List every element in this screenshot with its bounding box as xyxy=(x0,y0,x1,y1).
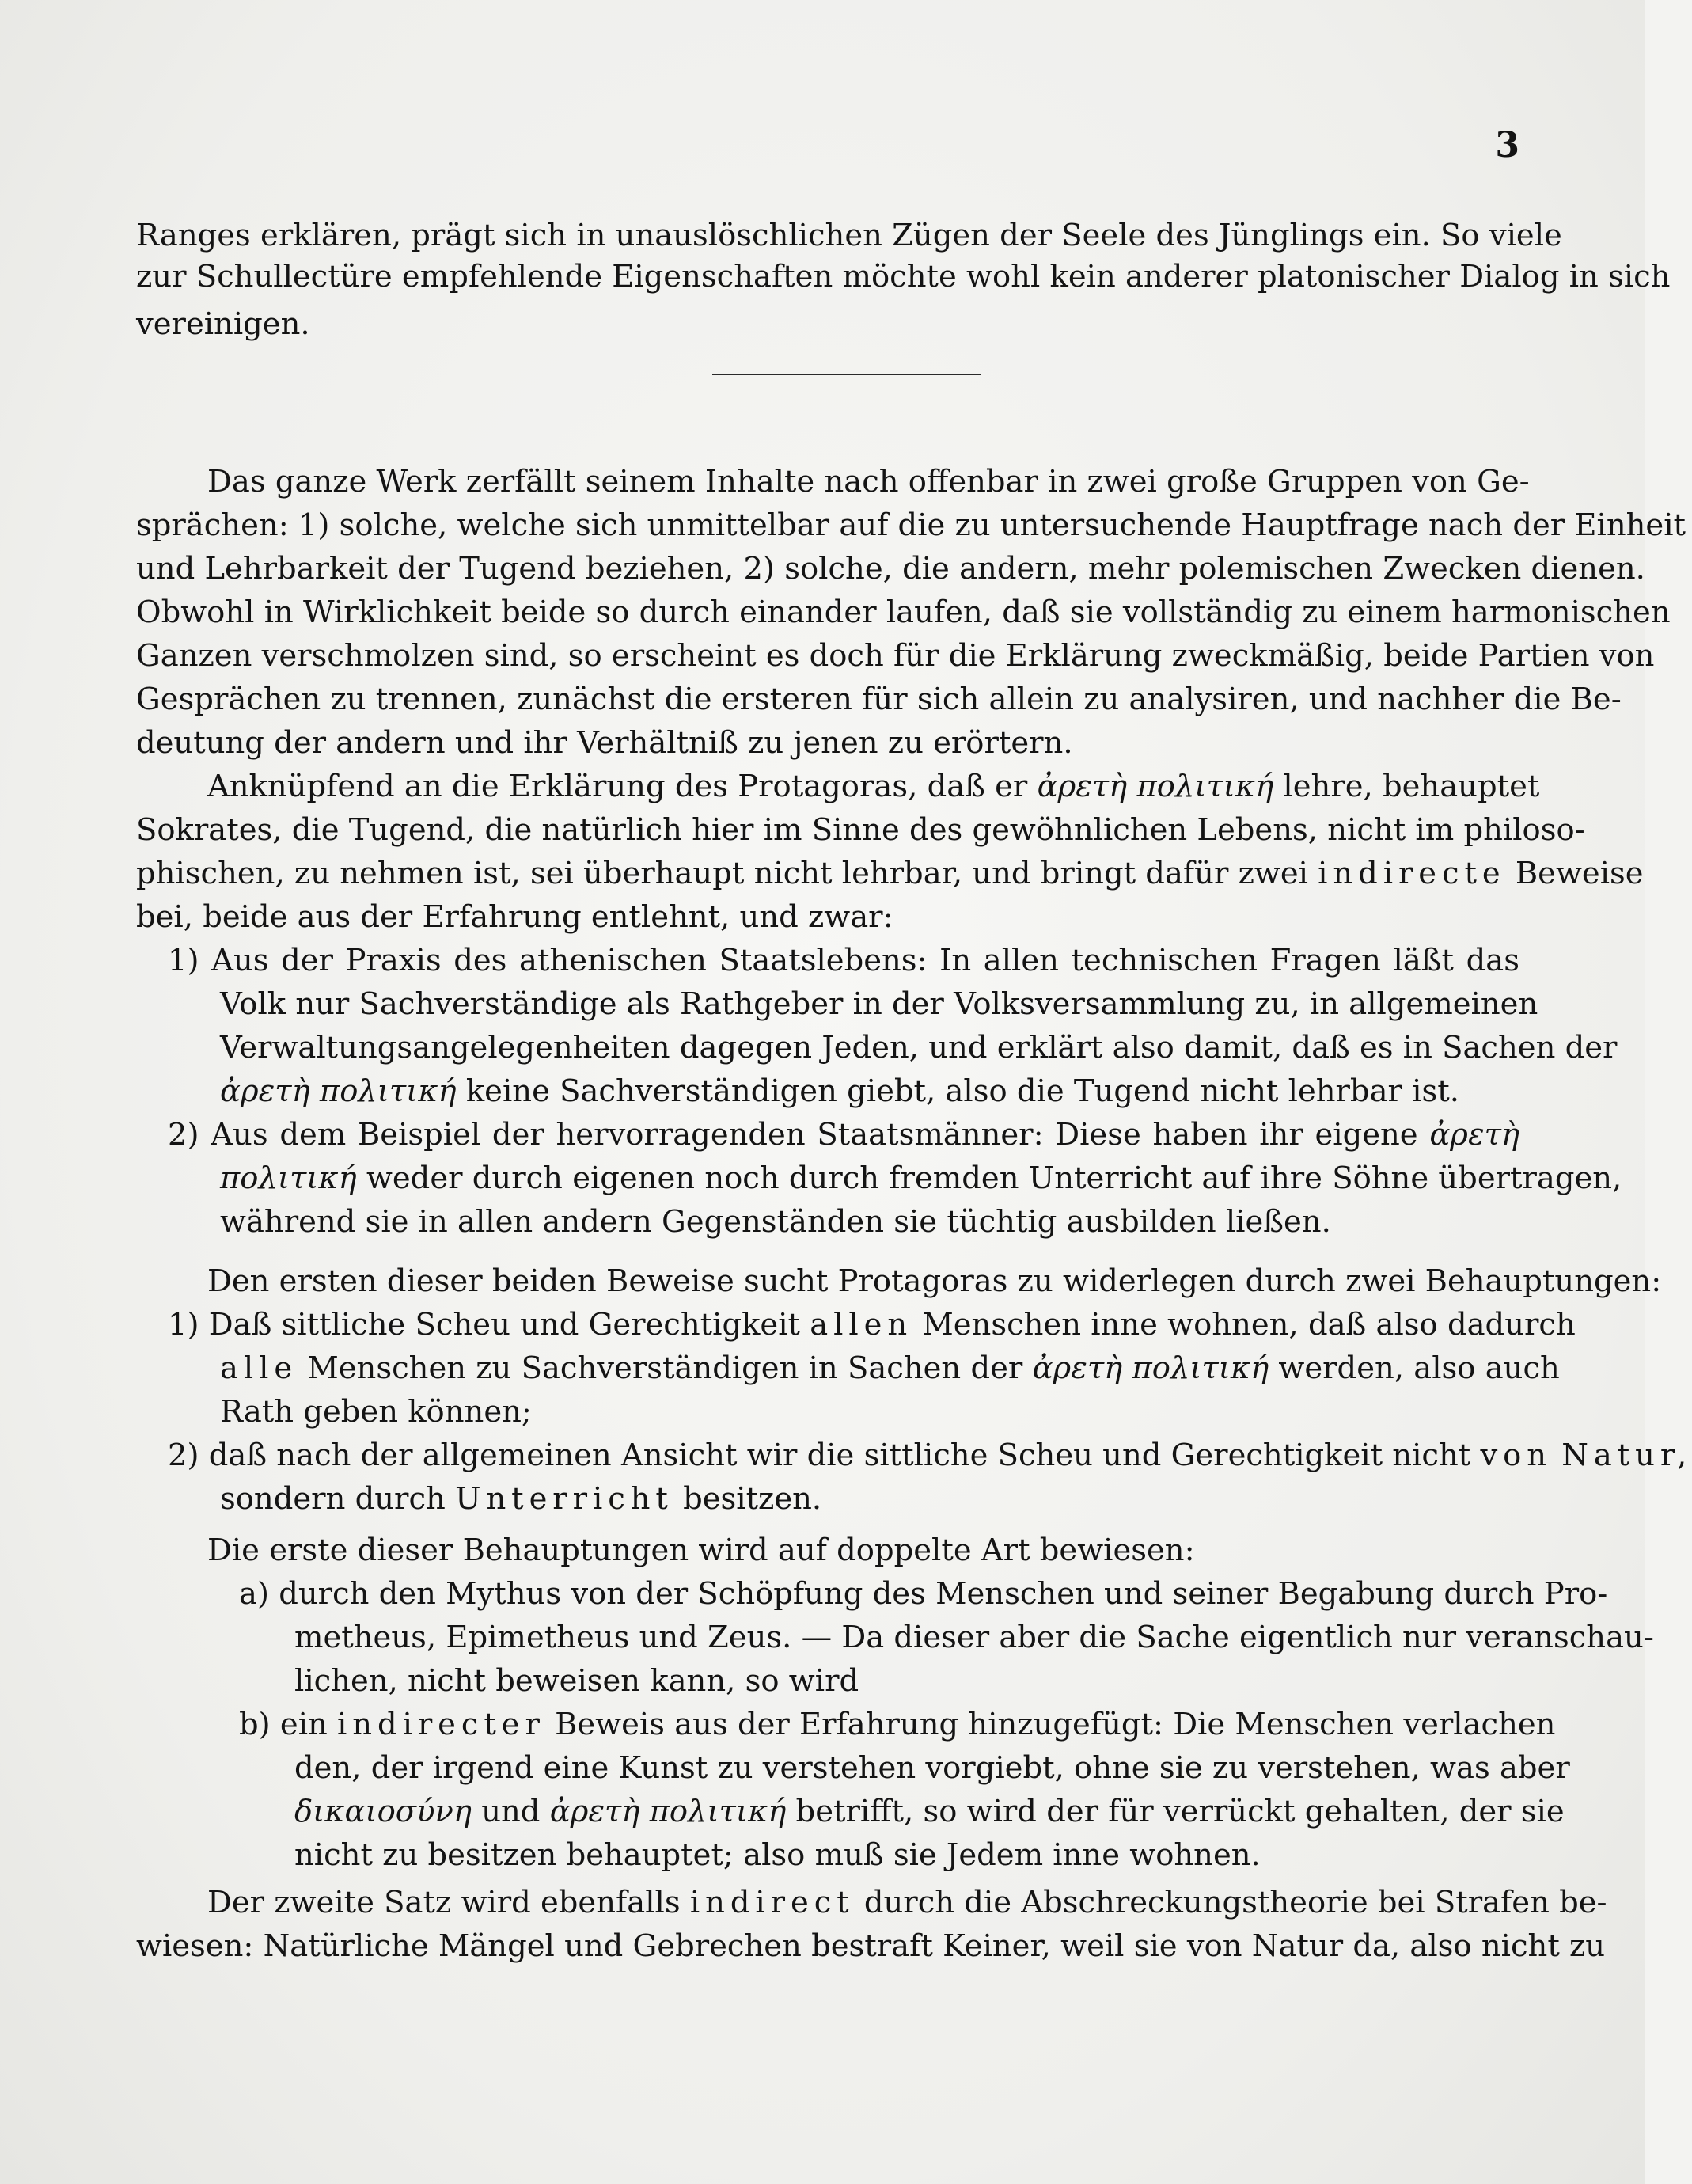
text-line: nicht zu besitzen behauptet; also muß sie Jedem inne wohnen. xyxy=(294,1837,1261,1873)
text-line: Ranges erklären, prägt sich in unauslöschlichen Zügen der Seele des Jünglings ein. So viele xyxy=(136,218,1562,253)
spaced-text: alle xyxy=(220,1350,298,1386)
greek-text: ἀρετὴ πολιτική xyxy=(1037,769,1274,804)
text-span: 2) Aus dem Beispiel der hervorragenden Staatsmänner: Diese haben ihr eigene xyxy=(168,1117,1418,1153)
text-span: Menschen inne wohnen, daß also dadurch xyxy=(922,1307,1576,1343)
spaced-text: Unterricht xyxy=(455,1481,673,1517)
text-line xyxy=(168,940,1519,982)
text-span: weder durch eigenen noch durch fremden Unterricht auf ihre Söhne übertragen, xyxy=(366,1160,1622,1196)
text-span: 2) daß nach der allgemeinen Ansicht wir die sittliche Scheu und Gerechtigkeit nicht xyxy=(168,1438,1471,1473)
text-span: Beweise xyxy=(1515,856,1644,891)
greek-text: δικαιοσύνη xyxy=(294,1794,472,1829)
greek-text: ἀρετὴ πολιτική xyxy=(220,1073,457,1109)
text-line: deutung der andern und ihr Verhältniß zu jenen zu erörtern. xyxy=(136,725,1073,761)
text-line: zur Schullectüre empfehlende Eigenschaften möchte wohl kein anderer platonischer Dialog in sich xyxy=(136,259,1671,294)
text-line xyxy=(220,1348,1560,1389)
text-line xyxy=(207,766,1540,807)
text-line xyxy=(207,1882,1607,1924)
text-line: metheus, Epimetheus und Zeus. — Da dieser aber die Sache eigentlich nur veranschau- xyxy=(294,1620,1654,1655)
text-span: sondern durch xyxy=(220,1481,446,1517)
text-span: und xyxy=(481,1794,541,1829)
text-line: Volk nur Sachverständige als Rathgeber in der Volksversammlung zu, in allgemeinen xyxy=(220,986,1538,1022)
spaced-text: allen xyxy=(810,1307,913,1343)
text-line: sprächen: 1) solche, welche sich unmittelbar auf die zu untersuchende Hauptfrage nach der Einheit xyxy=(136,507,1686,543)
spaced-text: indirect xyxy=(689,1885,855,1920)
text-span: keine Sachverständigen giebt, also die Tugend nicht lehrbar ist. xyxy=(465,1073,1459,1109)
section-divider xyxy=(712,374,981,375)
text-span: Menschen zu Sachverständigen in Sachen der xyxy=(307,1350,1023,1386)
spaced-text: indirecte xyxy=(1318,856,1506,891)
text-line xyxy=(168,1115,1519,1156)
text-line: Sokrates, die Tugend, die natürlich hier im Sinne des gewöhnlichen Lebens, nicht im philoso- xyxy=(136,812,1585,848)
text-line: Das ganze Werk zerfällt seinem Inhalte nach offenbar in zwei große Gruppen von Ge- xyxy=(207,464,1530,499)
text-span: Der zweite Satz wird ebenfalls xyxy=(207,1885,681,1920)
text-span: Anknüpfend an die Erklärung des Protagoras, daß er xyxy=(207,769,1028,804)
text-line xyxy=(168,1435,1692,1476)
text-span: lehre, behauptet xyxy=(1283,769,1540,804)
text-line: während sie in allen andern Gegenständen sie tüchtig ausbilden ließen. xyxy=(220,1204,1331,1240)
text-line: Den ersten dieser beiden Beweise sucht Protagoras zu widerlegen durch zwei Behauptungen: xyxy=(207,1263,1662,1299)
text-line: Obwohl in Wirklichkeit beide so durch einander laufen, daß sie vollständig zu einem harmonischen xyxy=(136,594,1671,630)
text-line: den, der irgend eine Kunst zu verstehen vorgiebt, ohne sie zu verstehen, was aber xyxy=(294,1750,1570,1786)
text-span: b) ein xyxy=(239,1707,328,1742)
text-line: Rath geben können; xyxy=(220,1394,532,1430)
text-line: vereinigen. xyxy=(136,306,310,342)
text-line: wiesen: Natürliche Mängel und Gebrechen bestraft Keiner, weil sie von Natur da, also nicht zu xyxy=(136,1928,1606,1964)
text-line: Die erste dieser Behauptungen wird auf doppelte Art bewiesen: xyxy=(207,1533,1195,1568)
text-span: 1) Daß sittliche Scheu und Gerechtigkeit xyxy=(168,1307,800,1343)
greek-text: πολιτική xyxy=(220,1160,357,1196)
text-line: a) durch den Mythus von der Schöpfung des Menschen und seiner Begabung durch Pro- xyxy=(239,1576,1608,1612)
text-span: durch die Abschreckungstheorie bei Strafen be- xyxy=(863,1885,1607,1920)
text-span: besitzen. xyxy=(683,1481,822,1517)
text-span: betrifft, so wird der für verrückt gehalten, der sie xyxy=(795,1794,1565,1829)
text-line xyxy=(294,1791,1565,1833)
text-line: lichen, nicht beweisen kann, so wird xyxy=(294,1663,859,1699)
text-span: Beweis aus der Erfahrung hinzugefügt: Die Menschen verlachen xyxy=(555,1707,1556,1742)
page-number: 3 xyxy=(1495,125,1519,165)
text-line xyxy=(220,1158,1622,1199)
greek-text: ἀρετὴ πολιτική xyxy=(549,1794,787,1829)
greek-text: ἀρετὴ xyxy=(1429,1117,1519,1153)
text-line xyxy=(168,1305,1576,1346)
spaced-text: von xyxy=(1480,1438,1552,1473)
text-span: phischen, zu nehmen ist, sei überhaupt nicht lehrbar, und bringt dafür zwei xyxy=(136,856,1308,891)
text-line xyxy=(239,1704,1556,1745)
text-line: und Lehrbarkeit der Tugend beziehen, 2) solche, die andern, mehr polemischen Zwecken dienen. xyxy=(136,551,1645,587)
text-line: Gesprächen zu trennen, zunächst die ersteren für sich allein zu analysiren, und nachher die Be- xyxy=(136,682,1622,717)
text-line: Verwaltungsangelegenheiten dagegen Jeden, und erklärt also damit, daß es in Sachen der xyxy=(220,1030,1618,1065)
text-line xyxy=(220,1479,1519,1520)
text-line xyxy=(136,853,1644,894)
text-span: werden, also auch xyxy=(1278,1350,1560,1386)
text-span: 1) Aus der Praxis des athenischen Staatslebens: xyxy=(168,943,928,978)
spaced-text: indirecter xyxy=(337,1707,545,1742)
text-span: In allen technischen Fragen läßt das xyxy=(939,943,1519,978)
text-line: bei, beide aus der Erfahrung entlehnt, und zwar: xyxy=(136,899,893,935)
greek-text: ἀρετὴ πολιτική xyxy=(1032,1350,1269,1386)
text-line: Ganzen verschmolzen sind, so erscheint es doch für die Erklärung zweckmäßig, beide Partien von xyxy=(136,638,1655,674)
text-line xyxy=(220,1071,1519,1112)
spaced-text: Natur, xyxy=(1561,1438,1692,1473)
